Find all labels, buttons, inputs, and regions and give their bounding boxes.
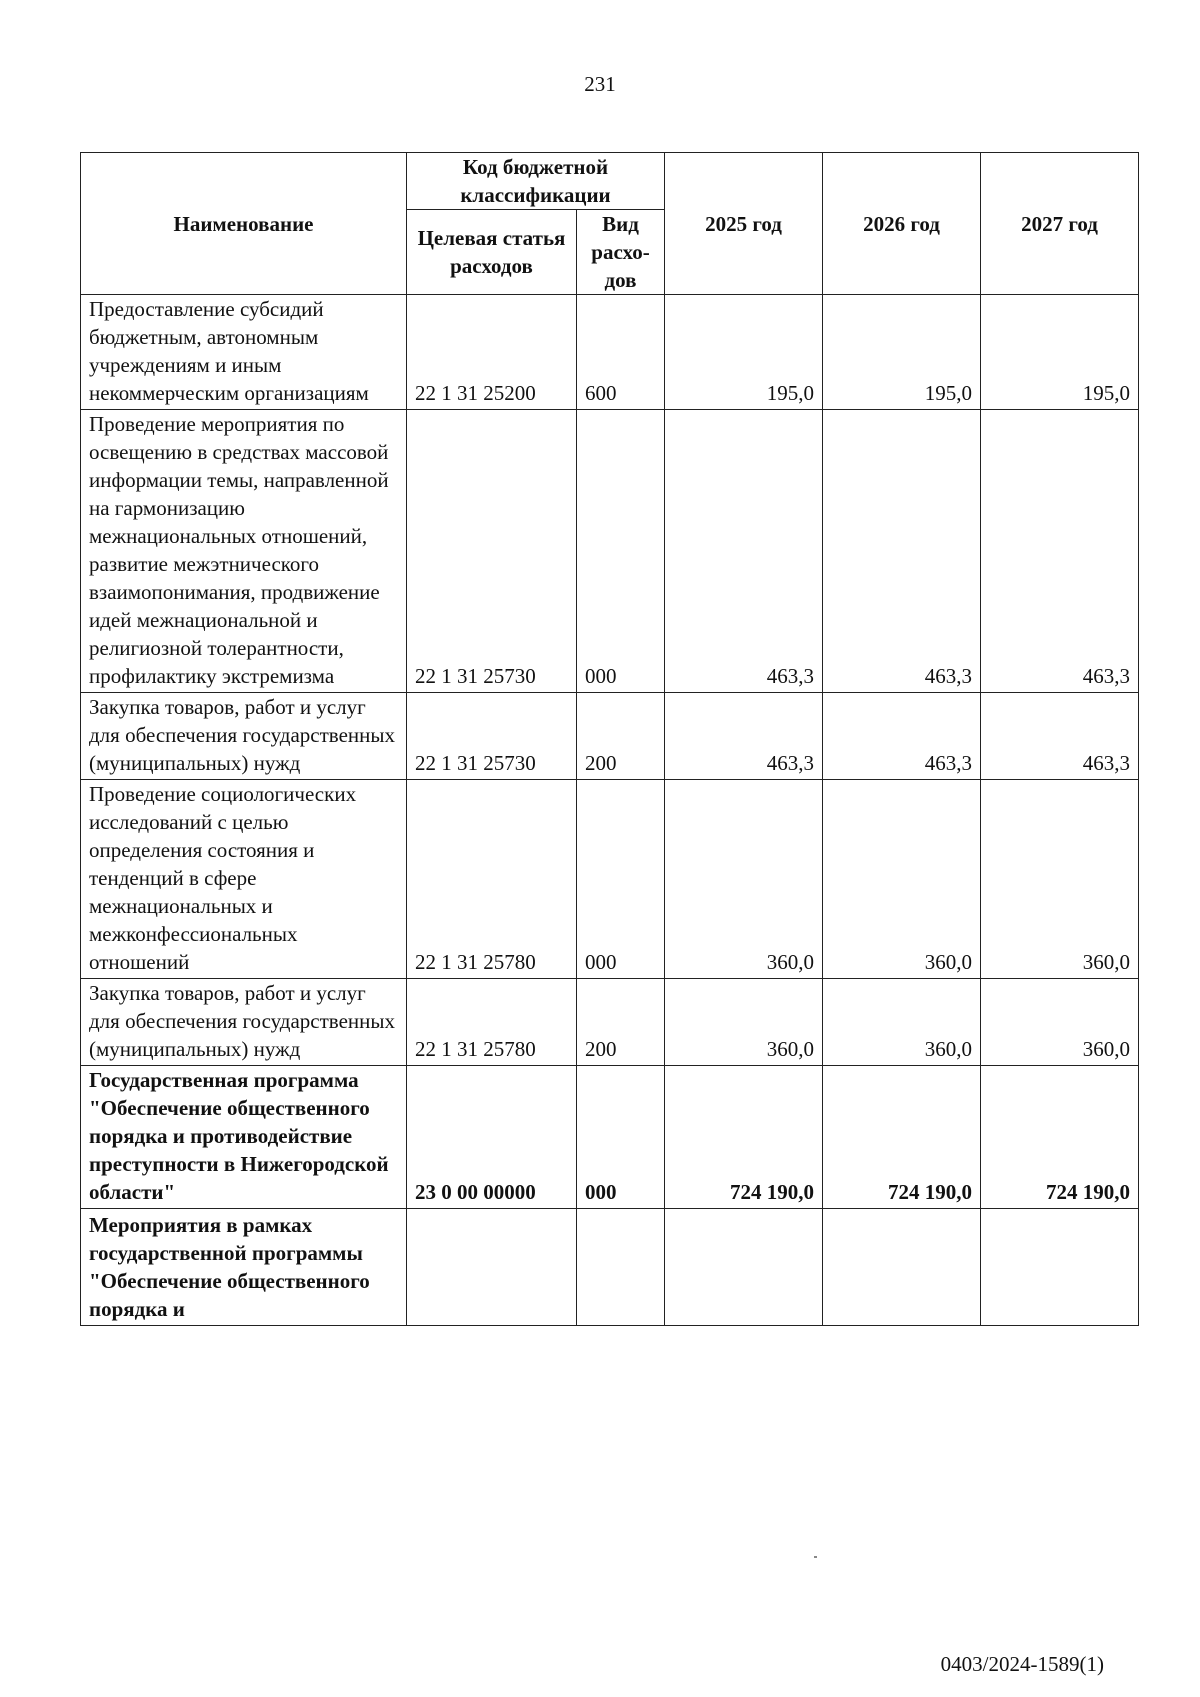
row-name: Государственная программа "Обеспечение общественного порядка и противодействие преступности в Нижегородской области": [81, 1066, 407, 1209]
table-row-program-total: [81, 1066, 1139, 1209]
row-expense-type: 000: [577, 410, 665, 693]
table-row: [81, 295, 1139, 410]
row-expense-type: [577, 1209, 665, 1326]
table-row-continued: [81, 1209, 1139, 1326]
row-target-article: 22 1 31 25730: [407, 410, 577, 693]
row-expense-type: 000: [577, 780, 665, 979]
budget-table: [80, 152, 1139, 1326]
table-header-row: [81, 153, 1139, 210]
header-name: Наименование: [81, 153, 407, 295]
row-value-2027: 195,0: [981, 295, 1139, 410]
row-expense-type: 000: [577, 1066, 665, 1209]
row-expense-type: 200: [577, 693, 665, 780]
row-name: Проведение социологических исследований с целью определения состояния и тенденций в сфере межнациональных и межконфессиональных отношений: [81, 780, 407, 979]
row-value-2027: 360,0: [981, 979, 1139, 1066]
row-name: Мероприятия в рамках государственной программы "Обеспечение общественного порядка и: [81, 1209, 407, 1326]
row-expense-type: 200: [577, 979, 665, 1066]
row-value-2027: 724 190,0: [981, 1066, 1139, 1209]
row-value-2027: 463,3: [981, 693, 1139, 780]
row-name: Закупка товаров, работ и услуг для обеспечения государственных (муниципальных) нужд: [81, 979, 407, 1066]
row-value-2026: 360,0: [823, 780, 981, 979]
row-target-article: 22 1 31 25200: [407, 295, 577, 410]
row-value-2025: 724 190,0: [665, 1066, 823, 1209]
row-target-article: 23 0 00 00000: [407, 1066, 577, 1209]
row-value-2027: [981, 1209, 1139, 1326]
row-value-2026: 463,3: [823, 693, 981, 780]
row-target-article: [407, 1209, 577, 1326]
table-row: [81, 693, 1139, 780]
table-row: [81, 780, 1139, 979]
row-value-2025: 360,0: [665, 979, 823, 1066]
row-value-2026: [823, 1209, 981, 1326]
table-row: [81, 410, 1139, 693]
row-name: Предоставление субсидий бюджетным, автономным учреждениям и иным некоммерческим организациям: [81, 295, 407, 410]
row-value-2025: [665, 1209, 823, 1326]
header-budget-code-group: Код бюджетной классификации: [407, 153, 665, 210]
header-year-2027: 2027 год: [981, 153, 1139, 295]
header-expense-type: Вид расхо-дов: [577, 210, 665, 295]
row-value-2025: 463,3: [665, 693, 823, 780]
page-number: 231: [584, 72, 616, 96]
header-year-2025: 2025 год: [665, 153, 823, 295]
row-value-2026: 360,0: [823, 979, 981, 1066]
row-value-2025: 360,0: [665, 780, 823, 979]
row-target-article: 22 1 31 25780: [407, 780, 577, 979]
row-name: Проведение мероприятия по освещению в средствах массовой информации темы, направленной на гармонизацию межнациональных отношений, развитие межэтнического взаимопонимания, продвижение идей межнациональной и религиозной толерантности, профилактику экстремизма: [81, 410, 407, 693]
row-value-2025: 463,3: [665, 410, 823, 693]
row-name: Закупка товаров, работ и услуг для обеспечения государственных (муниципальных) нужд: [81, 693, 407, 780]
header-year-2026: 2026 год: [823, 153, 981, 295]
row-value-2026: 463,3: [823, 410, 981, 693]
row-target-article: 22 1 31 25780: [407, 979, 577, 1066]
row-value-2027: 360,0: [981, 780, 1139, 979]
document-code: 0403/2024-1589(1): [940, 1652, 1104, 1676]
row-value-2027: 463,3: [981, 410, 1139, 693]
header-target-article: Целевая статья расходов: [407, 210, 577, 295]
row-target-article: 22 1 31 25730: [407, 693, 577, 780]
row-value-2026: 724 190,0: [823, 1066, 981, 1209]
row-value-2026: 195,0: [823, 295, 981, 410]
scan-mark: [814, 1556, 817, 1558]
row-value-2025: 195,0: [665, 295, 823, 410]
row-expense-type: 600: [577, 295, 665, 410]
table-row: [81, 979, 1139, 1066]
